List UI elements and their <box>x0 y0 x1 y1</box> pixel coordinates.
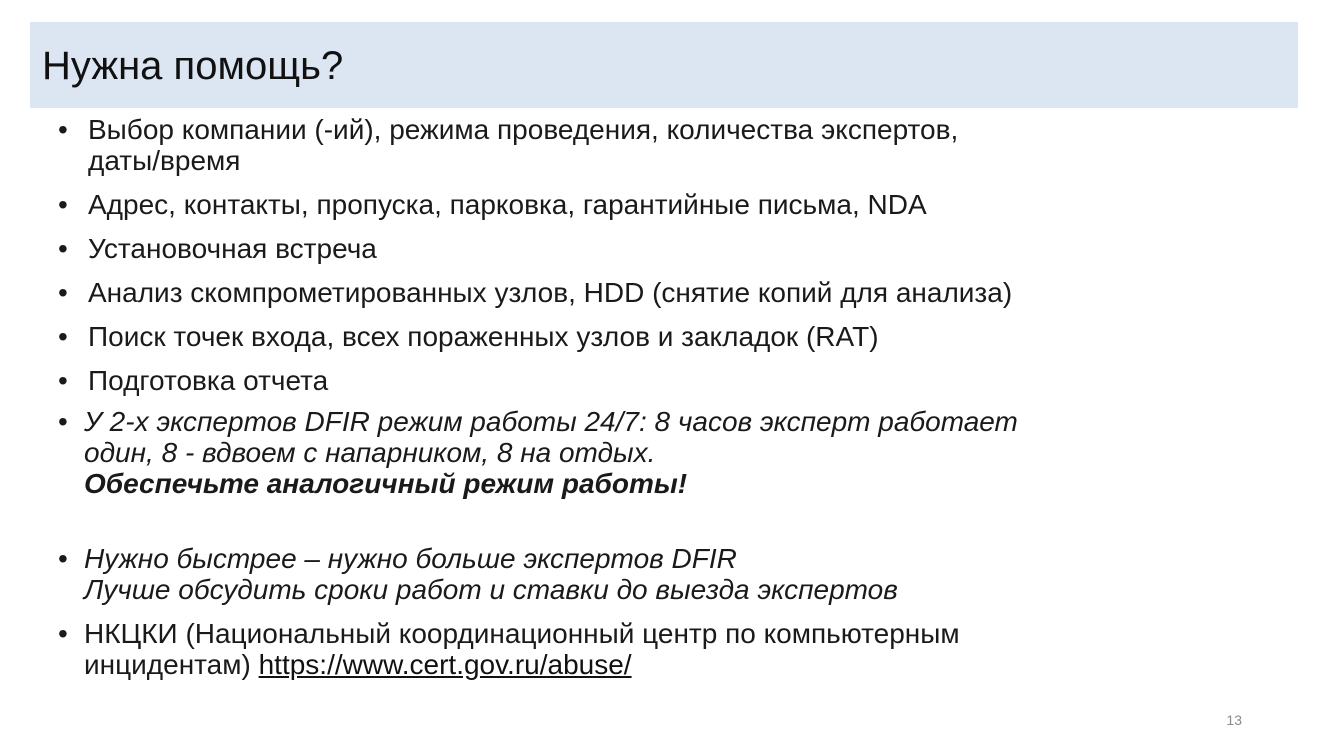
bullet-text: Нужно быстрее – нужно больше экспертов DFIR <box>84 543 737 574</box>
bullet-text: Анализ скомпрометированных узлов, HDD (снятие копий для анализа) <box>88 277 1013 308</box>
list-item <box>58 618 1258 680</box>
list-item <box>58 277 1258 308</box>
bullet-text: Выбор компании (-ий), режима проведения, количества экспертов, <box>88 114 959 145</box>
page-number: 13 <box>1226 712 1242 728</box>
bullet-text: даты/время <box>88 145 241 176</box>
bullet-icon: • <box>58 114 68 145</box>
list-item <box>58 233 1258 264</box>
list-item <box>58 365 1258 396</box>
bullet-icon: • <box>58 277 68 308</box>
bullet-icon: • <box>58 406 68 437</box>
emphasis-text: Обеспечьте аналогичный режим работы! <box>84 468 688 499</box>
slide-title: Нужна помощь? <box>42 44 344 88</box>
bullet-list <box>58 114 1258 693</box>
bullet-text: Поиск точек входа, всех пораженных узлов и закладок (RAT) <box>88 321 879 352</box>
bullet-text: Подготовка отчета <box>88 365 329 396</box>
bullet-text: Установочная встреча <box>88 233 377 264</box>
list-item <box>58 406 1258 499</box>
list-item <box>58 321 1258 352</box>
bullet-icon: • <box>58 189 68 220</box>
bullet-icon: • <box>58 543 68 574</box>
bullet-text: один, 8 - вдвоем с напарником, 8 на отдых. <box>84 437 656 468</box>
title-bar <box>30 22 1298 108</box>
bullet-icon: • <box>58 365 68 396</box>
bullet-text: Адрес, контакты, пропуска, парковка, гарантийные письма, NDA <box>88 189 927 220</box>
bullet-text: инцидентам) <box>84 649 251 680</box>
bullet-text: Лучше обсудить сроки работ и ставки до выезда экспертов <box>84 574 898 605</box>
bullet-icon: • <box>58 321 68 352</box>
bullet-text: НКЦКИ (Национальный координационный центр по компьютерным <box>84 618 960 649</box>
bullet-icon: • <box>58 618 68 649</box>
list-item <box>58 543 1258 605</box>
list-item <box>58 114 1258 176</box>
bullet-text: У 2-х экспертов DFIR режим работы 24/7: 8 часов эксперт работает <box>84 406 1018 437</box>
list-item <box>58 189 1258 220</box>
bullet-icon: • <box>58 233 68 264</box>
cert-abuse-link[interactable]: https://www.cert.gov.ru/abuse/ <box>258 649 632 680</box>
